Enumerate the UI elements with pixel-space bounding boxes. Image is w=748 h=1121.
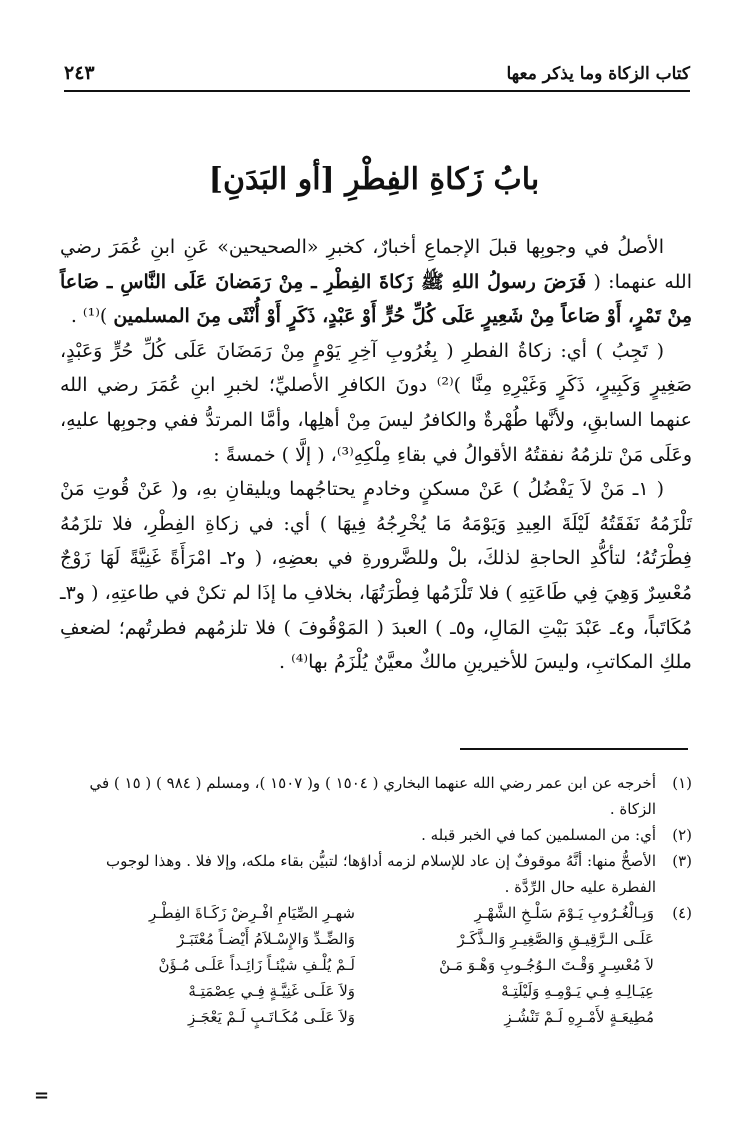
footnote-separator (460, 748, 688, 750)
chapter-title: بابُ زَكاةِ الفِطْرِ [أو البَدَنِ] (208, 162, 540, 197)
verse-line (58, 1004, 656, 1030)
footnote-text: الأصحُّ منها: أنَّهُ موقوفٌ إن عاد للإسلام لزمه أداؤها؛ لتبيُّن بقاء ملكه، وإلا فلا . وهذا لوجوب الفطرة عليه حال الرِّدَّة . (106, 852, 656, 896)
footnote-number: (٤) (672, 904, 692, 922)
footnote (58, 770, 692, 822)
verse-hemistich: مُطِيعَـةٍ لأَمْـرِهِ لَـمْ تَنْشُـزِ (504, 1008, 654, 1026)
verse-hemistich: وَبِـالْغُـرُوبِ يَـوْمَ سَلْـخِ الشَّهْـرِ (474, 904, 654, 922)
paragraph-1-end: )⁽¹⁾ . (70, 305, 114, 328)
page-number: ٢٤٣ (64, 62, 95, 84)
verse-hemistich: عِيَـالِـهِ فِـي يَـوْمِـهِ وَلَيْلَتِـهْ (501, 982, 654, 1000)
verse-hemistich: وَلاَ عَلَـى غَنِيَّـةٍ فِـي عِصْمَتِـهْ (188, 982, 355, 1000)
verse-hemistich: عَلَـى الـرَّقِيـقِ وَالصَّغِيـرِ وَالـذَّكَـرْ (457, 930, 654, 948)
paragraph-3: ( ١ـ مَنْ لاَ يَفْضُلُ ) عَنْ مسكنٍ وخادمٍ يحتاجُهما ويليقانِ بهِ، و( عَنْ قُوتِ مَنْ تَلْزَمُهُ نَفَقَتُهُ لَيْلَةَ العِيدِ وَيَوْمَهُ مَا يُخْرِجُهُ فِيهَا ) أي: في زكاةِ الفِطْرِ، فلا تلزَمُهُ فِطْرَتُهُ؛ لتأكُّدِ الحاجةِ لذلكَ، بلْ وللضَّرورةِ في بعضِهِ، ( و٢ـ امْرَأَةً غَنِيَّةً لَهَا زَوْجٌ مُعْسِرٌ وَهِيَ فِي طَاعَتِهِ ) فلا تَلْزَمُها فِطْرَتُهَا، بخلافِ ما إذَا لم تكنْ في طاعتِهِ، ( و٣ـ مُكَاتَباً، و٤ـ عَبْدَ بَيْتِ المَالِ، و٥ـ ) العبدَ ( المَوْقُوفَ ) فلا تلزمُهم فطرتُهم؛ لضعفِ ملكِ المكاتبِ، وليسَ للأخيرينِ مالكٌ معيَّنٌ يُلْزَمُ بها⁽⁴⁾ . (60, 478, 692, 674)
paragraph-1 (60, 230, 692, 334)
footnote (58, 900, 692, 1030)
running-header (64, 62, 690, 92)
verse-line (58, 952, 656, 978)
verse-hemistich: وَالضِّـدِّ وَالإِسْـلاَمُ أَيْضـاً مُعْتَبَـرْ (176, 930, 355, 948)
footnote-text: أي: من المسلمين كما في الخبر قبله . (421, 826, 656, 844)
paragraph-1-intro: الأصلُ في وجوبِها قبلَ الإجماعِ أخبارٌ، كخبرِ «الصحيحين» عَنِ ابنِ عُمَرَ رضي الله عنهما: ( (60, 236, 692, 293)
verse-hemistich: لَـمْ يُلْـفِ شيْئـاً زَائِـداً عَلَـى مُـؤَنْ (158, 956, 355, 974)
footnote-number: (١) (672, 774, 692, 792)
verse-hemistich: شهـرِ الصِّيَامِ افْـرِضْ زَكَـاةَ الفِطْـرِ (148, 904, 355, 922)
verse-line (58, 926, 656, 952)
hadith-quote: فَرَضَ رسولُ اللهِ ﷺ زَكاةَ الفِطْرِ ـ مِنْ رَمَضانَ عَلَى النَّاسِ ـ صَاعاً مِنْ تَمْرٍ، أَوْ صَاعاً مِنْ شَعِيرٍ عَلَى كُلِّ حُرٍّ أَوْ عَبْدٍ، ذَكَرٍ أَوْ أُنْثَى مِنَ المسلمين (60, 270, 692, 328)
verse-table (58, 900, 656, 1030)
footnote-text: أخرجه عن ابن عمر رضي الله عنهما البخاري ( ١٥٠٤ ) و( ١٥٠٧ )، ومسلم ( ٩٨٤ ) ( ١٥ ) في الزكاة . (89, 774, 656, 818)
verse-hemistich: وَلاَ عَلَـى مُكَـاتَـبٍ لَـمْ يَعْجَـزِ (188, 1008, 355, 1026)
footnote-number: (٣) (672, 852, 692, 870)
verse-hemistich: لاَ مُعْسِـرٍ وَقْـتَ الـوُجُـوبِ وَهْـوَ مَـنْ (439, 956, 654, 974)
verse-line (58, 978, 656, 1004)
running-header-title: كتاب الزكاة وما يذكر معها (506, 64, 690, 84)
footnote-number: (٢) (672, 826, 692, 844)
footnote (58, 822, 692, 848)
paragraph-2: ( تَجِبُ ) أي: زكاةُ الفطرِ ( بِغُرُوبِ آخِرِ يَوْمٍ مِنْ رَمَضَانَ عَلَى كُلِّ حُرٍّ وَعَبْدٍ، صَغِيرٍ وَكَبِيرٍ، ذَكَرٍ وَغَيْرِهِ مِنَّا )⁽²⁾ دونَ الكافرِ الأصليِّ؛ لخبرِ ابنِ عُمَرَ رضي الله عنهما السابقِ، ولأنَّها طُهْرةٌ والكافرُ ليسَ مِنْ أهلِها، وأمَّا المرتدُّ ففي وجوبِها عليهِ، وعَلَى مَنْ تلزمُهُ نفقتُهُ الأقوالُ في بقاءِ مِلْكِهِ⁽³⁾، ( إلَّا ) خمسةً : (60, 339, 692, 466)
verse-line (58, 900, 656, 926)
footnote (58, 848, 692, 900)
continuation-mark: = (34, 1085, 50, 1106)
footnote-verses (58, 900, 656, 1030)
footnotes (58, 770, 692, 1030)
main-text (60, 230, 692, 680)
